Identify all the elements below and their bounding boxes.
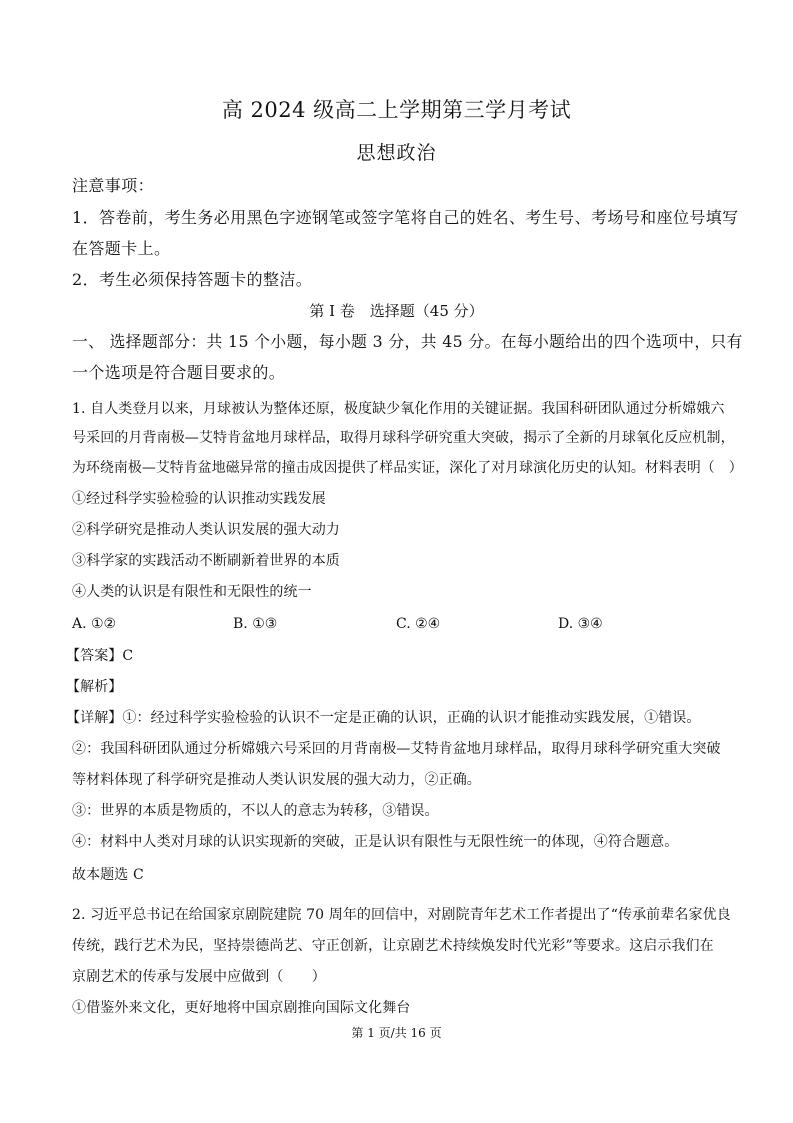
q2-stem-line-3: 京剧艺术的传承与发展中应做到（ ） bbox=[72, 969, 326, 985]
q1-analysis-heading: 【解析】 bbox=[66, 679, 123, 695]
q1-option-d: D. ③④ bbox=[558, 616, 603, 632]
q1-option-c: C. ②④ bbox=[396, 616, 441, 632]
q1-answer: 【答案】C bbox=[66, 648, 134, 664]
q1-option-a: A. ①② bbox=[72, 616, 117, 632]
q1-detail-2-line-1: ②：我国科研团队通过分析嫦娥六号采回的月背南极—艾特肯盆地月球样品，取得月球科学研究重大突破 bbox=[72, 741, 721, 757]
notice-item-2: 2．考生必须保持答题卡的整洁。 bbox=[72, 270, 313, 289]
q1-statement-1: ①经过科学实验检验的认识推动实践发展 bbox=[72, 491, 326, 507]
exam-title: 高 2024 级高二上学期第三学月考试 bbox=[221, 98, 572, 122]
q2-statement-1: ①借鉴外来文化，更好地将中国京剧推向国际文化舞台 bbox=[72, 1000, 411, 1016]
q1-detail-1: 【详解】①：经过科学实验检验的认识不一定是正确的认识，正确的认识才能推动实践发展，①错误。 bbox=[66, 710, 701, 726]
q1-statement-2: ②科学研究是推动人类认识发展的强大动力 bbox=[72, 522, 340, 538]
q1-detail-3: ③：世界的本质是物质的，不以人的意志为转移，③错误。 bbox=[72, 803, 439, 819]
q1-statement-3: ③科学家的实践活动不断刷新着世界的本质 bbox=[72, 553, 340, 569]
notice-heading: 注意事项： bbox=[72, 176, 155, 195]
q1-statement-4: ④人类的认识是有限性和无限性的统一 bbox=[72, 584, 312, 600]
q2-stem-line-1: 2. 习近平总书记在给国家京剧院建院 70 周年的回信中，对剧院青年艺术工作者提出了“传承前辈名家优良 bbox=[72, 907, 731, 923]
notice-item-1-line-1: 1．答卷前，考生务必用黑色字迹钢笔或签字笔将自己的姓名、考生号、考场号和座位号填写 bbox=[72, 208, 739, 227]
q1-stem-line-3: 为环绕南极—艾特肯盆地磁异常的撞击成因提供了样品实证，深化了对月球演化历史的认知。材料表明（ ） bbox=[72, 460, 743, 476]
notice-item-1-line-2: 在答题卡上。 bbox=[72, 239, 171, 258]
page-footer: 第 1 页/共 16 页 bbox=[351, 1026, 442, 1040]
q2-stem-line-2: 传统，践行艺术为民，坚持崇德尚艺、守正创新，让京剧艺术持续焕发时代光彩”等要求。这启示我们在 bbox=[72, 938, 714, 954]
section-title: 第 I 卷 选择题（45 分） bbox=[309, 302, 484, 320]
q1-conclusion: 故本题选 C bbox=[72, 867, 144, 883]
exam-subject: 思想政治 bbox=[356, 142, 437, 164]
q1-stem-line-2: 号采回的月背南极—艾特肯盆地月球样品，取得月球科学研究重大突破，揭示了全新的月球氧化反应机制， bbox=[72, 430, 735, 446]
q1-stem-line-1: 1. 自人类登月以来，月球被认为整体还原，极度缺少氧化作用的关键证据。我国科研团队通过分析嫦娥六 bbox=[72, 401, 725, 417]
q1-option-b: B. ①③ bbox=[233, 616, 278, 632]
section-instruction-line-1: 一、 选择题部分：共 15 个小题，每小题 3 分，共 45 分。在每小题给出的四个选项中，只有 bbox=[72, 332, 743, 351]
q1-detail-2-line-2: 等材料体现了科学研究是推动人类认识发展的强大动力，②正确。 bbox=[72, 772, 481, 788]
section-instruction-line-2: 一个选项是符合题目要求的。 bbox=[72, 363, 286, 382]
q1-detail-4: ④：材料中人类对月球的认识实现新的突破，正是认识有限性与无限性统一的体现，④符合题意。 bbox=[72, 834, 679, 850]
